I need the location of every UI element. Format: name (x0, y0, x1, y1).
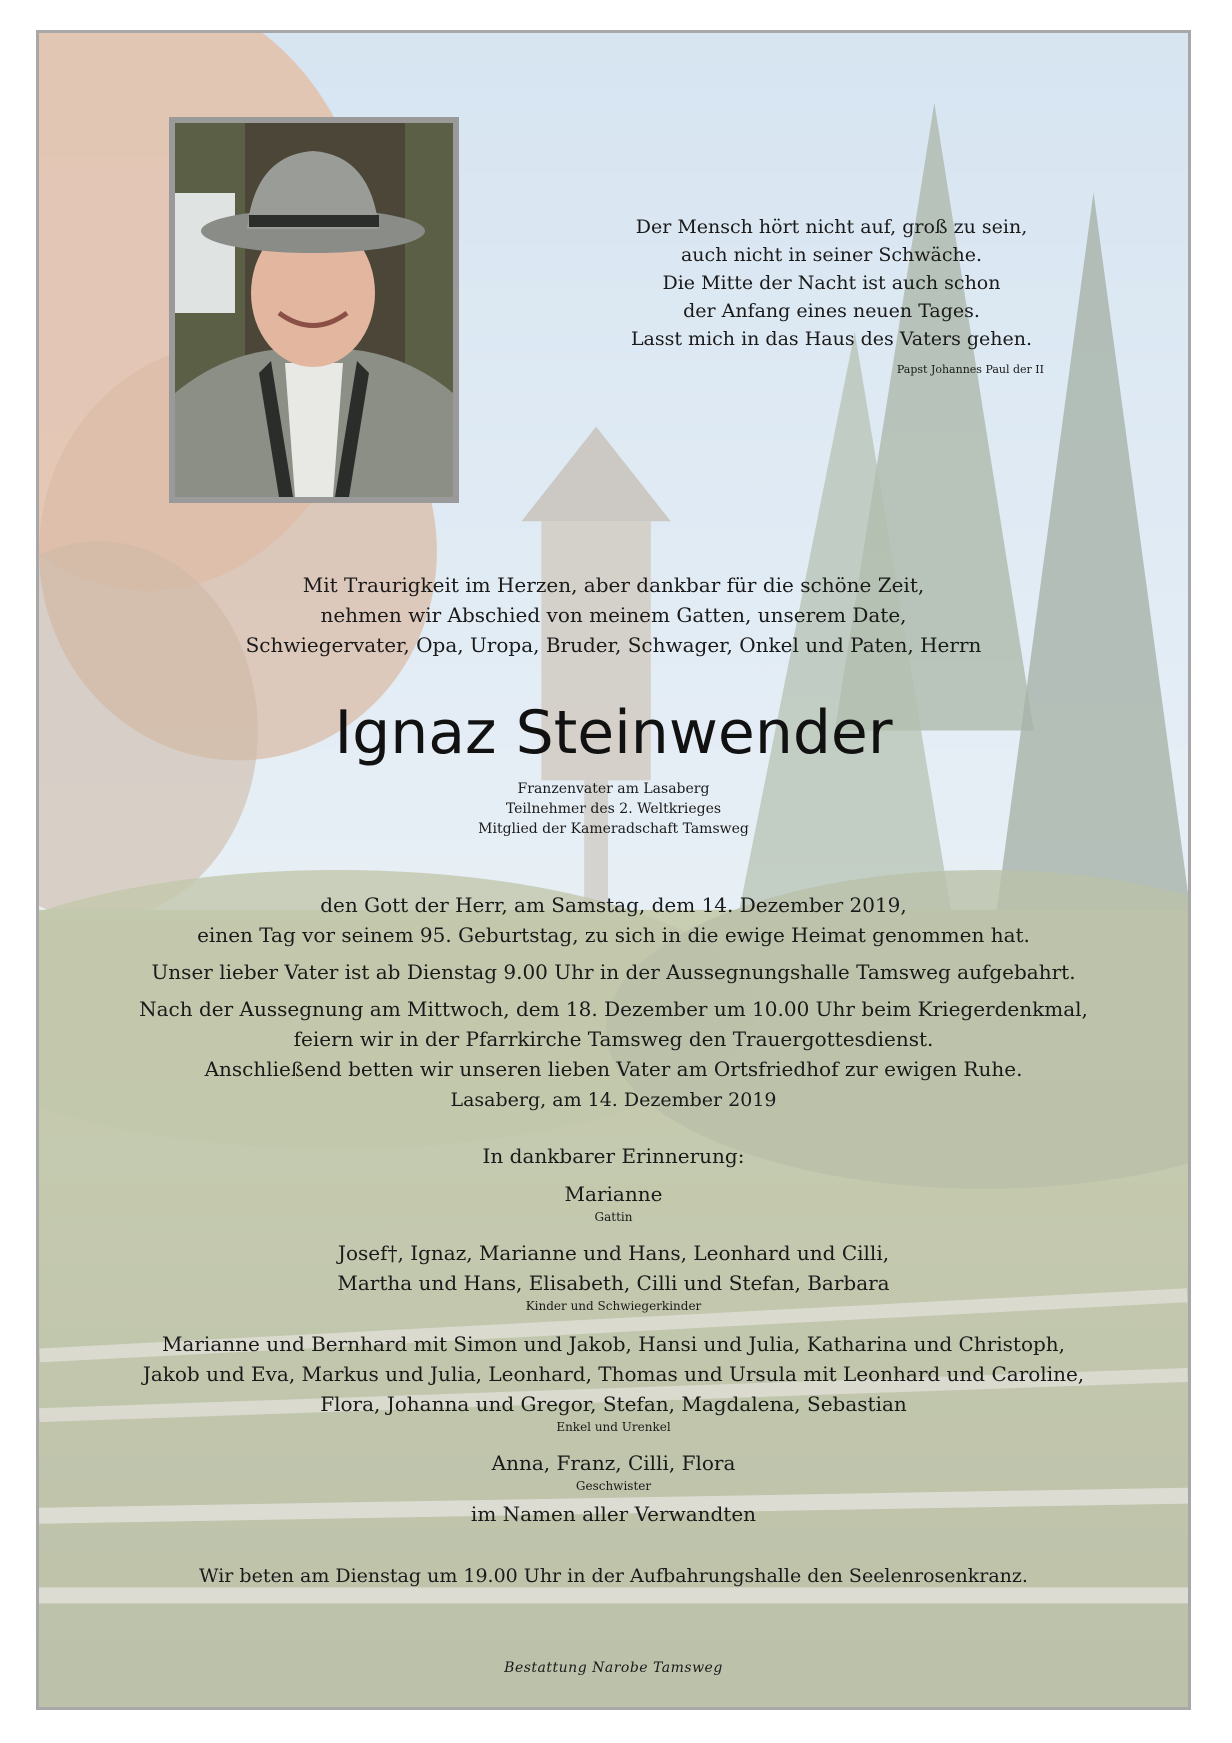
title-line: Franzenvater am Lasaberg (517, 781, 710, 797)
death-line: den Gott der Herr, am Samstag, dem 14. Dezember 2019, (320, 893, 907, 917)
mourner-role: Gattin (594, 1210, 633, 1224)
death-notice (39, 890, 1188, 950)
mourner-group-children (39, 1238, 1188, 1314)
mourner-names: Anna, Franz, Cilli, Flora (491, 1451, 736, 1475)
mourner-names: Josef†, Ignaz, Marianne und Hans, Leonhard und Cilli, (337, 1241, 890, 1265)
portrait-photo (169, 117, 459, 503)
quote-line: auch nicht in seiner Schwäche. (680, 244, 983, 266)
death-line: einen Tag vor seinem 95. Geburtstag, zu sich in die ewige Heimat genommen hat. (197, 923, 1030, 947)
mourner-names: Martha und Hans, Elisabeth, Cilli und Stefan, Barbara (337, 1271, 890, 1295)
quote-line: der Anfang eines neuen Tages. (683, 300, 980, 322)
deceased-name: Ignaz Steinwender (334, 698, 893, 768)
funeral-line: feiern wir in der Pfarrkirche Tamsweg den Trauergottesdienst. (293, 1027, 934, 1051)
funeral-line: Anschließend betten wir unseren lieben Vater am Ortsfriedhof zur ewigen Ruhe. (204, 1057, 1023, 1081)
mourner-group-siblings (39, 1448, 1188, 1494)
funeral-notice (39, 994, 1188, 1084)
mourner-names: Flora, Johanna und Gregor, Stefan, Magdalena, Sebastian (320, 1392, 907, 1416)
funeral-line: Nach der Aussegnung am Mittwoch, dem 18. Dezember um 10.00 Uhr beim Kriegerdenkmal, (139, 997, 1088, 1021)
quote-line: Der Mensch hört nicht auf, groß zu sein, (635, 216, 1028, 238)
mourner-role: Enkel und Urenkel (556, 1420, 671, 1434)
behalf-line: im Namen aller Verwandten (470, 1502, 757, 1526)
intro-line: Schwiegervater, Opa, Uropa, Bruder, Schwager, Onkel und Paten, Herrn (245, 633, 982, 657)
mourner-role: Geschwister (575, 1479, 652, 1493)
place-date: Lasaberg, am 14. Dezember 2019 (450, 1089, 777, 1111)
mourner-role: Kinder und Schwiegerkinder (525, 1299, 702, 1313)
intro-text (39, 570, 1188, 660)
deceased-titles (39, 779, 1188, 839)
quote-author: Papst Johannes Paul der II (896, 363, 1044, 376)
memorial-quote (609, 213, 1054, 353)
intro-line: nehmen wir Abschied von meinem Gatten, unserem Date, (320, 603, 907, 627)
funeral-home-footer: Bestattung Narobe Tamsweg (504, 1660, 723, 1676)
rosary-notice: Wir beten am Dienstag um 19.00 Uhr in der Aufbahrungshalle den Seelenrosenkranz. (199, 1565, 1028, 1587)
mourners-heading: In dankbarer Erinnerung: (482, 1144, 745, 1168)
mourner-names: Marianne und Bernhard mit Simon und Jakob, Hansi und Julia, Katharina und Christoph, (161, 1332, 1066, 1356)
mourner-group-spouse (39, 1179, 1188, 1225)
title-line: Teilnehmer des 2. Weltkrieges (505, 801, 722, 817)
obituary-frame (36, 30, 1191, 1710)
mourner-names: Jakob und Eva, Markus und Julia, Leonhard, Thomas und Ursula mit Leonhard und Caroline, (142, 1362, 1085, 1386)
intro-line: Mit Traurigkeit im Herzen, aber dankbar für die schöne Zeit, (302, 573, 925, 597)
title-line: Mitglied der Kameradschaft Tamsweg (478, 821, 749, 837)
quote-line: Lasst mich in das Haus des Vaters gehen. (630, 328, 1033, 350)
mourner-group-grandchildren (39, 1329, 1188, 1435)
mourner-names: Marianne (564, 1182, 663, 1206)
viewing-notice: Unser lieber Vater ist ab Dienstag 9.00 Uhr in der Aussegnungshalle Tamsweg aufgebahrt. (151, 960, 1076, 984)
obituary-content (39, 33, 1188, 1707)
quote-line: Die Mitte der Nacht ist auch schon (662, 272, 1001, 294)
